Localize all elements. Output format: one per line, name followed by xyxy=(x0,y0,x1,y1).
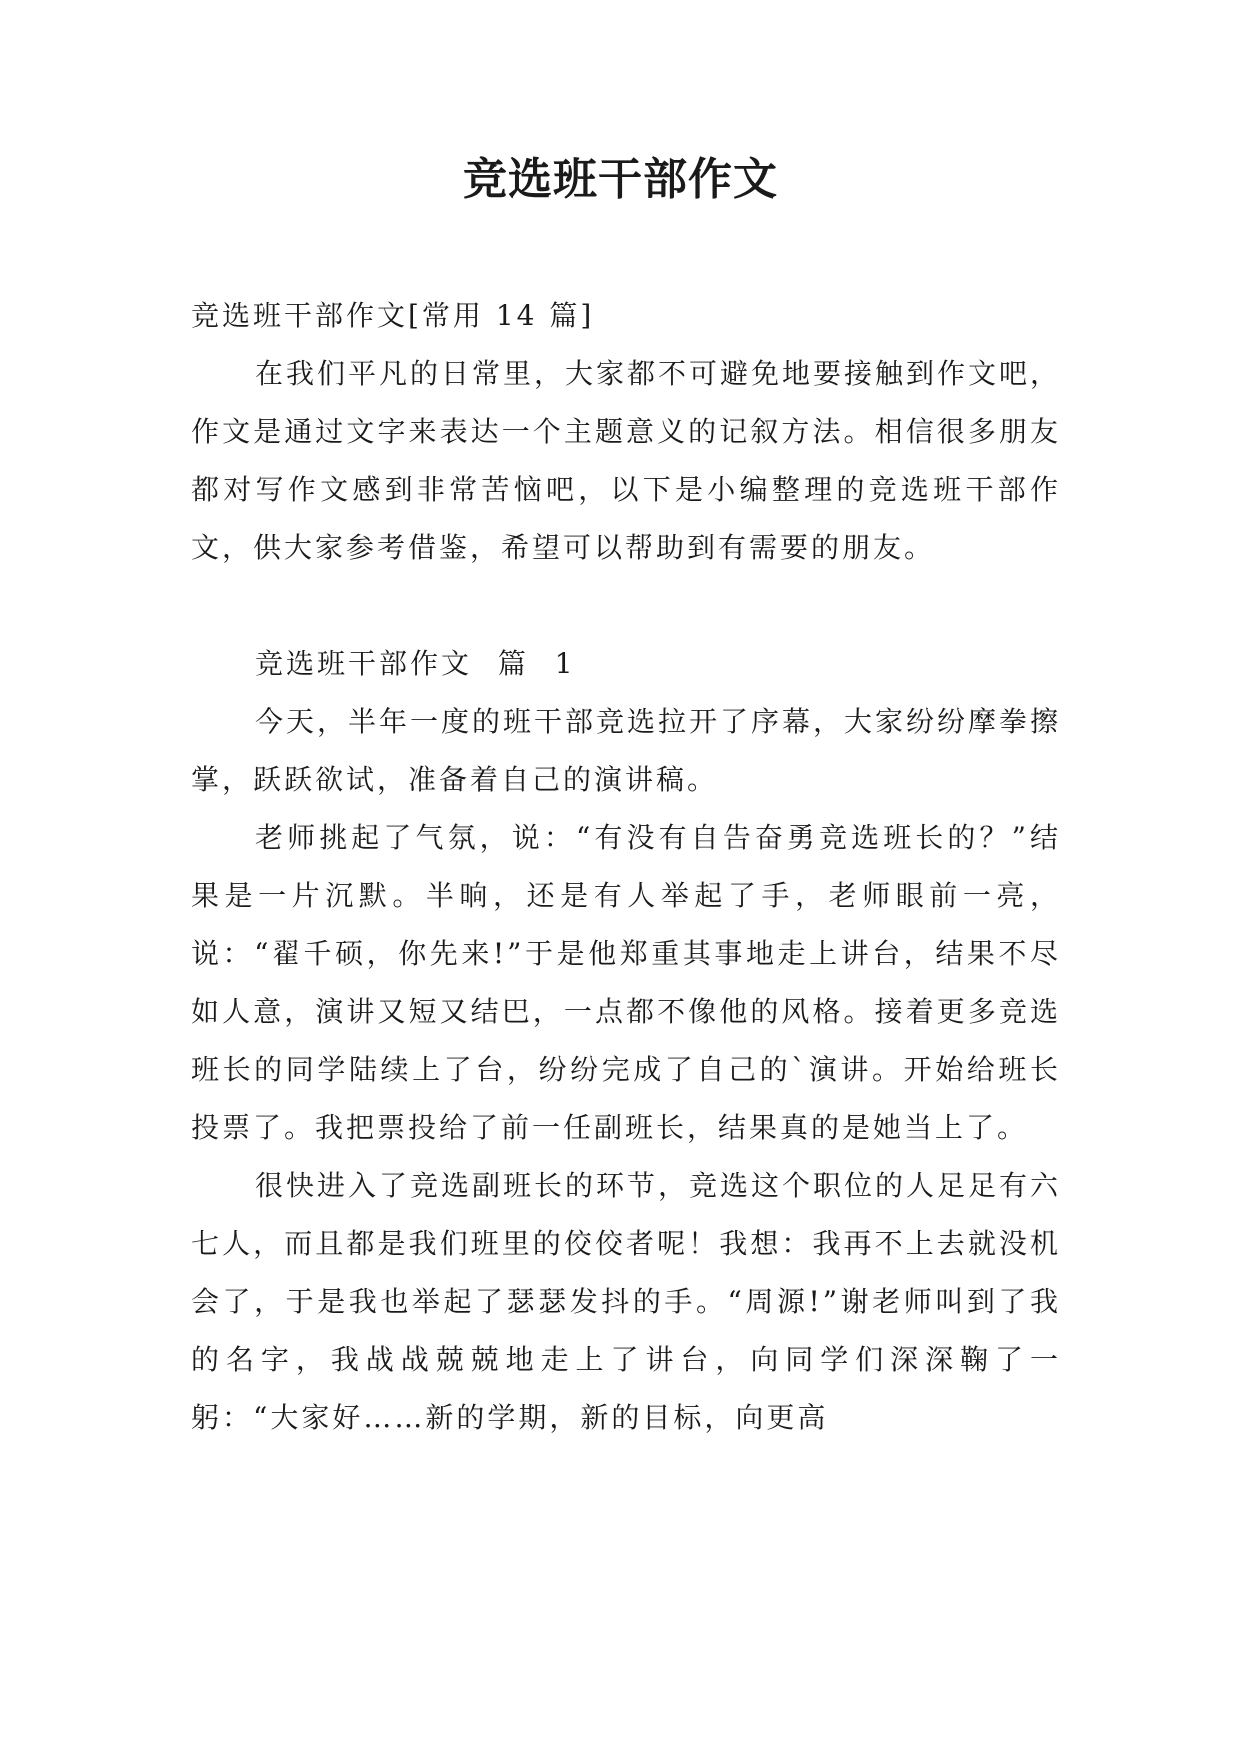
document-subtitle: 竞选班干部作文[常用 14 篇] xyxy=(191,299,595,332)
intro-paragraph: 在我们平凡的日常里，大家都不可避免地要接触到作文吧，作文是通过文字来表达一个主题意义的记叙方法。相信很多朋友都对写作文感到非常苦恼吧，以下是小编整理的竞选班干部作文，供大家参考借鉴，希望可以帮助到有需要的朋友。 xyxy=(191,357,1062,564)
section-spacer xyxy=(191,577,1061,635)
body-paragraph: 今天，半年一度的班干部竞选拉开了序幕，大家纷纷摩拳擦掌，跃跃欲试，准备着自己的演讲稿。 xyxy=(191,705,1062,796)
body-paragraph: 老师挑起了气氛，说：“有没有自告奋勇竞选班长的？”结果是一片沉默。半晌，还是有人举起了手，老师眼前一亮，说：“翟千硕，你先来!”于是他郑重其事地走上讲台，结果不尽如人意，演讲又短又结巴，一点都不像他的风格。接着更多竞选班长的同学陆续上了台，纷纷完成了自己的`演讲。开始给班长投票了。我把票投给了前一任副班长，结果真的是她当上了。 xyxy=(191,821,1061,1144)
document-body xyxy=(191,287,1061,1447)
document-title: 竞选班干部作文 xyxy=(463,154,778,205)
section-heading: 竞选班干部作文 篇 1 xyxy=(255,647,576,680)
body-paragraph: 很快进入了竞选副班长的环节，竞选这个职位的人足足有六七人，而且都是我们班里的佼佼者呢！我想：我再不上去就没机会了，于是我也举起了瑟瑟发抖的手。“周源!”谢老师叫到了我的名字，我战战兢兢地走上了讲台，向同学们深深鞠了一躬：“大家好……新的学期，新的目标，向更高 xyxy=(191,1169,1062,1434)
